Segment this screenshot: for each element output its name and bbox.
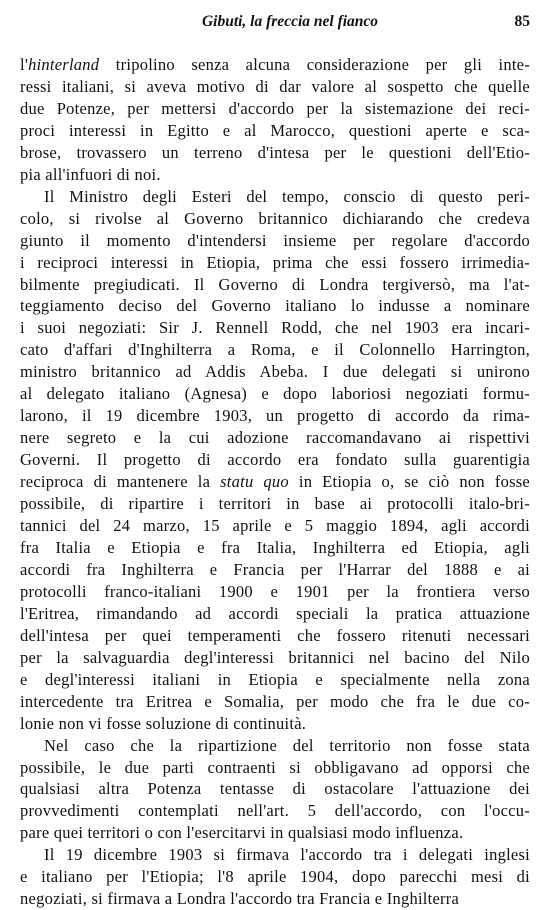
text-line xyxy=(20,537,530,559)
text-run: negoziati, si firmava a Londra l'accordo tra Francia e Inghilterra xyxy=(20,889,460,909)
text-line xyxy=(20,383,530,405)
text-run: possibile, di ripartire i territori in base ai protocolli italo-bri- xyxy=(20,494,530,514)
text-run: pare quei territori o con l'esercitarvi in qualsiasi modo influenza. xyxy=(20,823,464,843)
text-run: brose, trovassero un terreno d'intesa per le questioni dell'Etio- xyxy=(20,142,530,162)
text-line xyxy=(20,713,530,735)
body-text xyxy=(20,54,530,910)
text-run: reciproca di mantenere la xyxy=(20,472,221,492)
text-line xyxy=(20,208,530,230)
text-run: ressi italiani, si aveva motivo di dar valore al sospetto che quelle xyxy=(20,76,530,96)
text-line xyxy=(20,493,530,515)
text-line xyxy=(20,76,530,98)
italic-term: statu quo xyxy=(220,472,289,492)
running-head xyxy=(20,0,530,44)
text-run: e italiano per l'Etiopia; l'8 aprile 1904, dopo parecchi mesi di xyxy=(20,867,530,887)
text-line xyxy=(20,647,530,669)
text-run: colo, si rivolse al Governo britannico dichiarando che credeva xyxy=(20,208,530,228)
text-line xyxy=(20,735,530,757)
text-run: in Etiopia o, se ciò non fosse xyxy=(288,472,530,492)
text-run: due Potenze, per mettersi d'accordo per la sistemazione dei reci- xyxy=(20,98,530,118)
text-line xyxy=(20,691,530,713)
text-run: Nel caso che la ripartizione del territorio non fosse stata xyxy=(44,735,530,755)
text-line xyxy=(20,295,530,317)
text-run: possibile, le due parti contraenti si obbligavano ad opporsi che xyxy=(20,757,530,777)
text-run: Il Ministro degli Esteri del tempo, conscio di questo peri- xyxy=(44,186,530,206)
text-run: provvedimenti contemplati nell'art. 5 dell'accordo, con l'occu- xyxy=(20,801,530,821)
text-line xyxy=(20,142,530,164)
text-run: bilmente pregiudicati. Il Governo di Londra tergiversò, ma l'at- xyxy=(20,274,530,294)
text-line xyxy=(20,427,530,449)
running-title: Gibuti, la freccia nel fianco xyxy=(201,13,379,30)
text-line xyxy=(20,559,530,581)
text-line xyxy=(20,361,530,383)
page-number: 85 xyxy=(514,13,530,30)
text-line xyxy=(20,888,530,910)
text-line xyxy=(20,120,530,142)
text-run: cato d'affari d'Inghilterra a Roma, e il Colonnello Harrington, xyxy=(20,340,530,360)
text-run: lonie non vi fosse soluzione di continuità. xyxy=(20,713,307,733)
text-line xyxy=(20,186,530,208)
text-line xyxy=(20,405,530,427)
text-run: l'Eritrea, rimandando ad accordi speciali la pratica attuazione xyxy=(20,603,530,623)
text-line xyxy=(20,625,530,647)
text-run: giunto il momento d'intendersi insieme per regolare d'accordo xyxy=(20,230,530,250)
text-run: i suoi negoziati: Sir J. Rennell Rodd, che nel 1903 era incari- xyxy=(20,318,530,338)
text-run: nere segreto e la cui adozione raccomandavano ai rispettivi xyxy=(20,428,530,448)
text-line xyxy=(20,317,530,339)
text-run: proci interessi in Egitto e al Marocco, questioni aperte e sca- xyxy=(20,120,530,140)
text-run: Il 19 dicembre 1903 si firmava l'accordo tra i delegati inglesi xyxy=(44,845,530,865)
text-run: tannici del 24 marzo, 15 aprile e 5 maggio 1894, agli accordi xyxy=(20,516,530,536)
text-line xyxy=(20,449,530,471)
text-line xyxy=(20,164,530,186)
text-line xyxy=(20,757,530,779)
text-line xyxy=(20,54,530,76)
text-run: fra Italia e Etiopia e fra Italia, Inghilterra ed Etiopia, agli xyxy=(20,537,530,557)
text-line xyxy=(20,800,530,822)
text-run: al delegato italiano (Agnesa) e dopo laboriosi negoziati formu- xyxy=(20,384,530,404)
text-run: i reciproci interessi in Etiopia, prima che essi fossero irrimedia- xyxy=(20,252,530,272)
text-line xyxy=(20,230,530,252)
text-line xyxy=(20,866,530,888)
text-line xyxy=(20,515,530,537)
text-run: intercedente tra Eritrea e Somalia, per modo che fra le due co- xyxy=(20,691,530,711)
text-line xyxy=(20,844,530,866)
italic-term: hinterland xyxy=(28,55,100,74)
text-line xyxy=(20,274,530,296)
text-line xyxy=(20,581,530,603)
text-run: per la salvaguardia degl'interessi britannici nel bacino del Nilo xyxy=(20,647,530,667)
text-line xyxy=(20,822,530,844)
text-line xyxy=(20,98,530,120)
text-line xyxy=(20,669,530,691)
text-run: larono, il 19 dicembre 1903, un progetto di accordo da rima- xyxy=(20,406,530,426)
text-run: pia all'infuori di noi. xyxy=(20,164,161,184)
text-run: ministro britannico ad Addis Abeba. I due delegati si unirono xyxy=(20,362,530,382)
text-line xyxy=(20,252,530,274)
text-run: tripolino senza alcuna considerazione per gli inte- xyxy=(99,55,530,74)
text-run: l' xyxy=(20,55,29,74)
text-run: dell'intesa per quei temperamenti che fossero ritenuti necessari xyxy=(20,625,530,645)
text-line xyxy=(20,603,530,625)
text-run: e degl'interessi italiani in Etiopia e specialmente nella zona xyxy=(20,669,530,689)
text-run: protocolli franco-italiani 1900 e 1901 per la frontiera verso xyxy=(20,581,530,601)
text-line xyxy=(20,778,530,800)
text-run: teggiamento deciso del Governo italiano lo indusse a nominare xyxy=(20,296,530,316)
text-run: qualsiasi altra Potenza tentasse di ostacolare l'attuazione dei xyxy=(20,779,530,799)
text-run: accordi fra Inghilterra e Francia per l'Harrar del 1888 e ai xyxy=(20,559,530,579)
text-line xyxy=(20,339,530,361)
text-run: Governi. Il progetto di accordo era fondato sulla guarentigia xyxy=(20,450,530,470)
text-line xyxy=(20,471,530,493)
